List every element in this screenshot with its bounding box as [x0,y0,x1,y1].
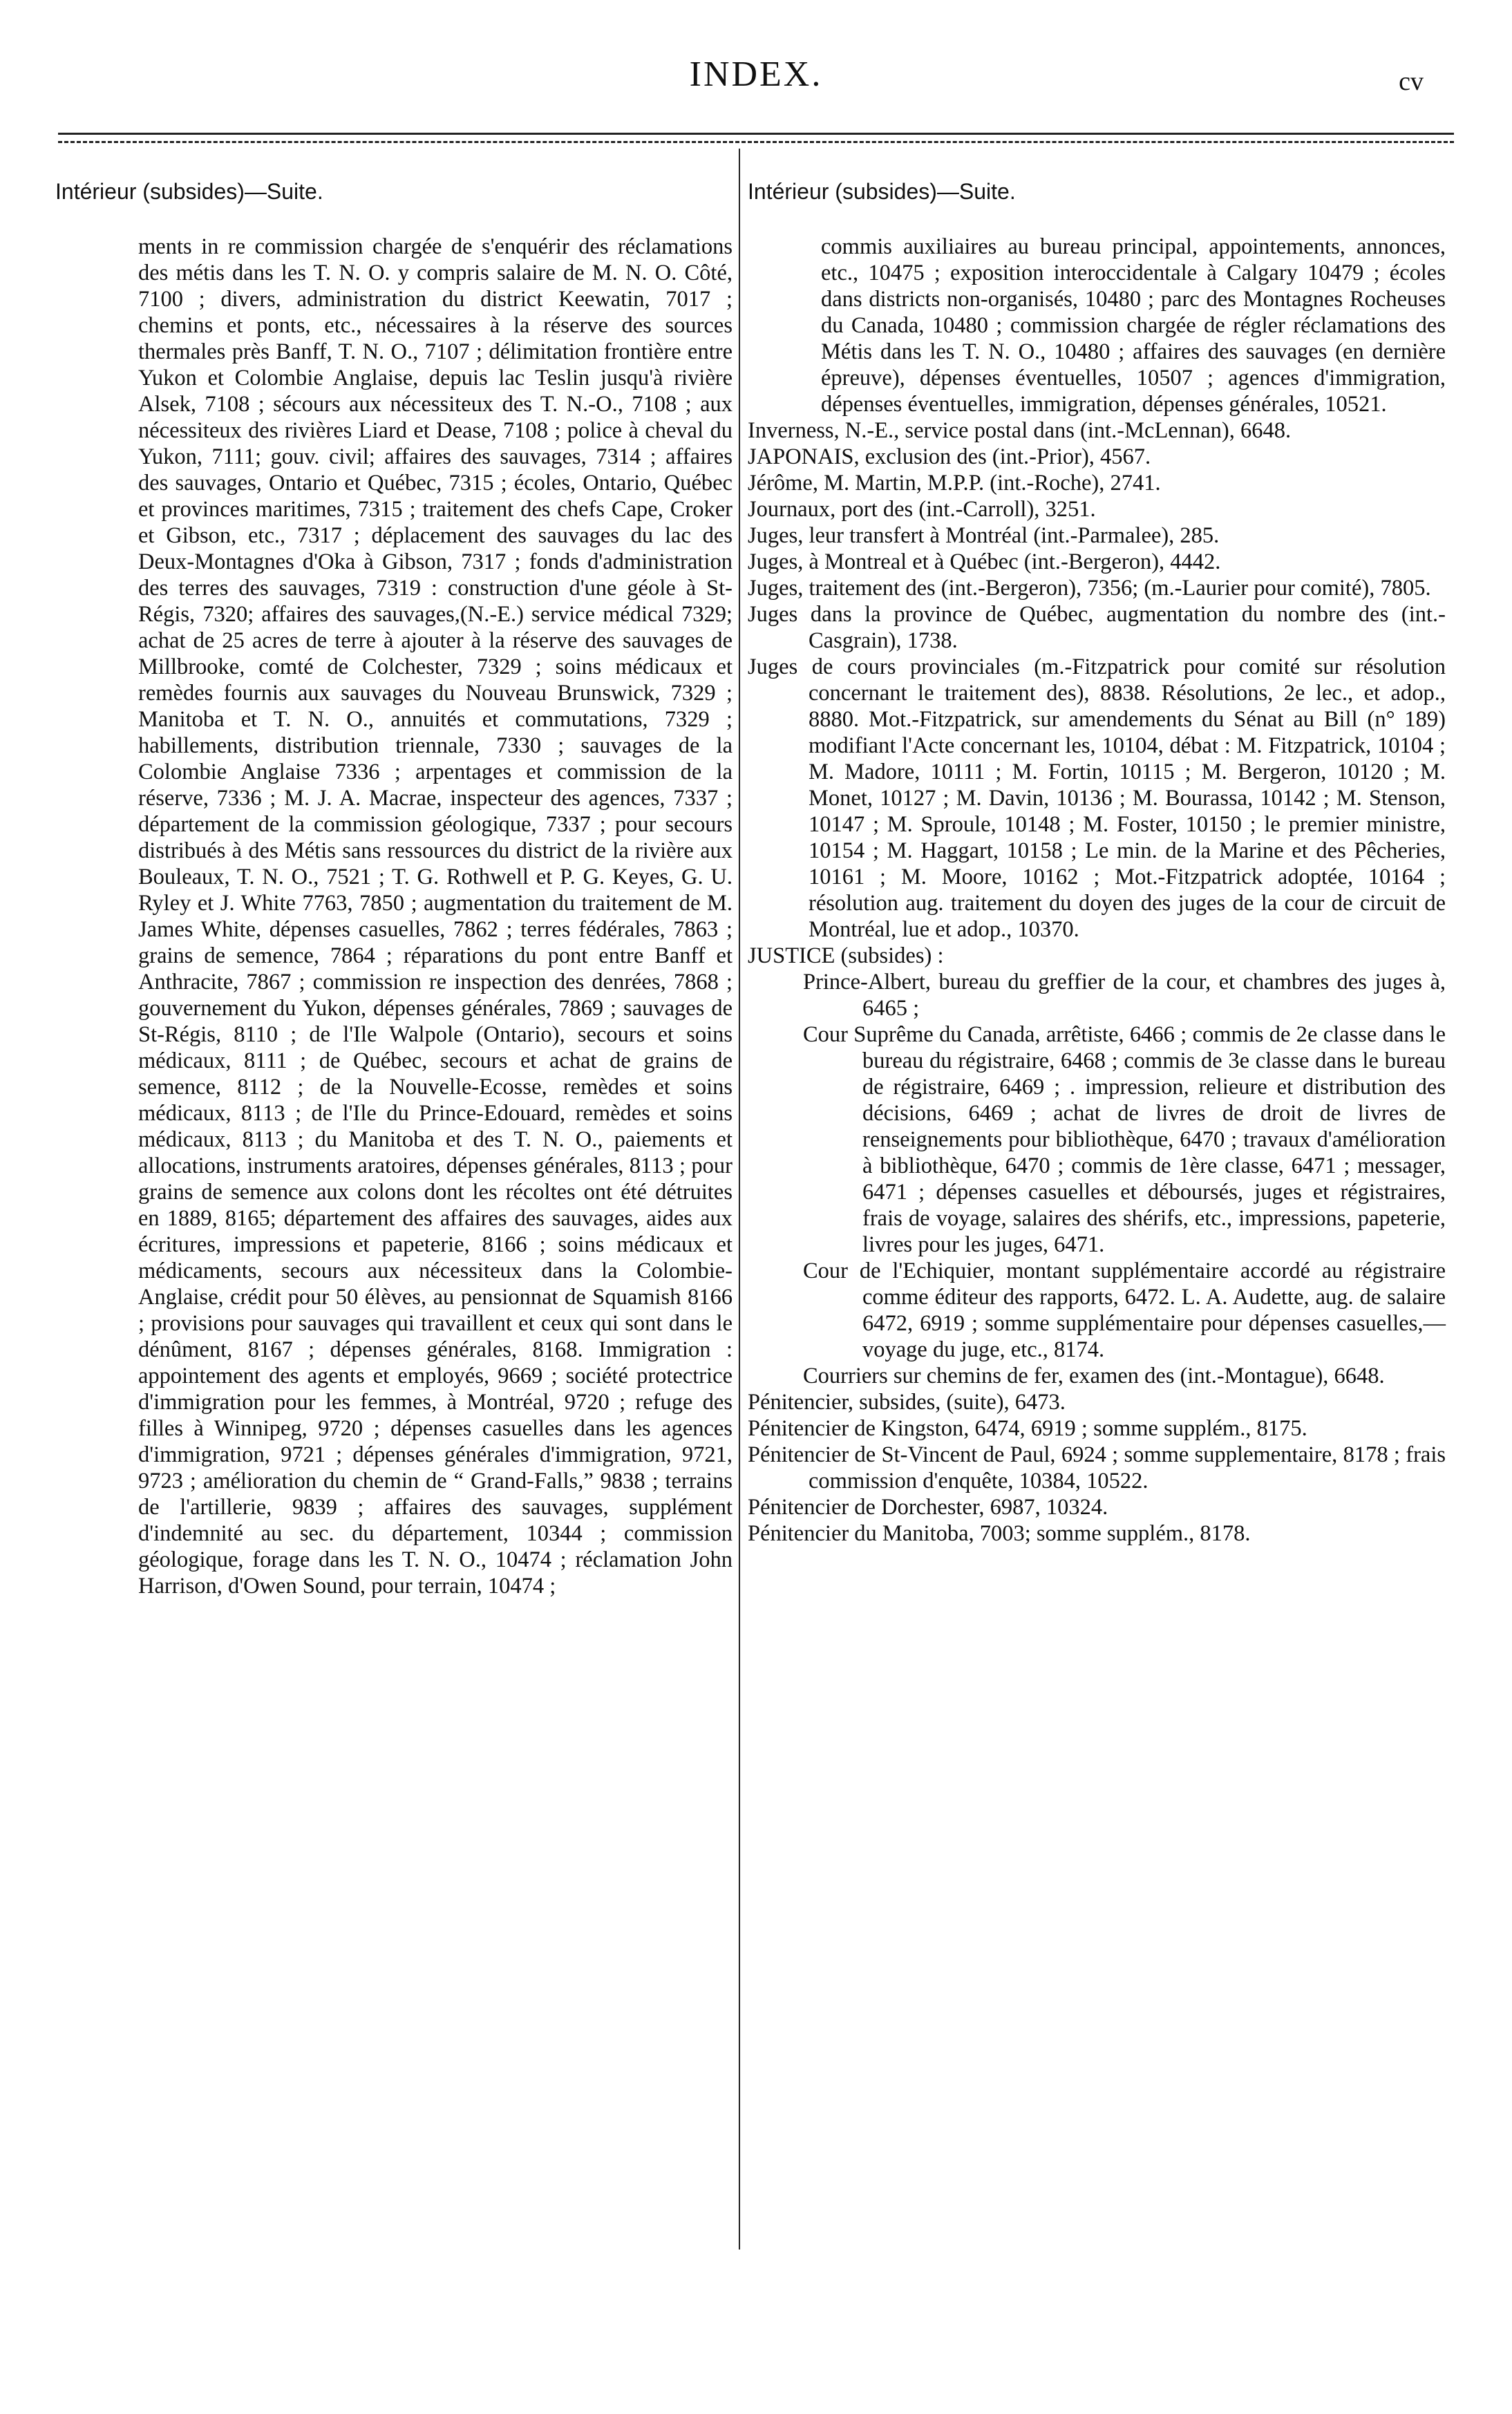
right-column-intro: commis auxiliaires au bureau principal, appointements, annonces, etc., 10475 ; exposition interoccidentale à Calgary 10479 ; écoles dans districts non-organisés, 10480 ; parc des Montagnes Rocheuses du Canada, 10480 ; commission chargée de régler réclamations des Métis dans les T. N. O., 10480 ; affaires des sauvages (en dernière épreuve), dépenses éventuelles, 10507 ; agences d'immigration, dépenses éventuelles, immigration, dépenses générales, 10521. [821,234,1446,417]
index-subentry: Prince-Albert, bureau du greffier de la cour, et chambres des juges à, 6465 ; [803,970,1446,1021]
header-rule-top [58,133,1454,135]
index-entry: Pénitencier de St-Vincent de Paul, 6924 ; somme supplementaire, 8178 ; frais commission d'enquête, 10384, 10522. [748,1442,1446,1493]
left-column-text: ments in re commission chargée de s'enquérir des réclamations des métis dans les T. N. O. y compris salaire de M. N. O. Côté, 7100 ; divers, administration du district Keewatin, 7017 ; chemins et ponts, etc., nécessaires à la réserve des sources thermales près Banff, T. N. O., 7107 ; délimitation frontière entre Yukon et Colombie Anglaise, depuis lac Teslin jusqu'à rivière Alsek, 7108 ; sécours aux nécessiteux des T. N.-O., 7108 ; aux nécessiteux des rivières Liard et Dease, 7108 ; police à cheval du Yukon, 7111; gouv. civil; affaires des sauvages, 7314 ; affaires des sauvages, Ontario et Québec, 7315 ; écoles, Ontario, Québec et provinces maritimes, 7315 ; traitement des chefs Cape, Croker et Gibson, etc., 7317 ; déplacement des sauvages du lac des Deux-Montagnes d'Oka à Gibson, 7317 ; fonds d'administration des terres des sauvages, 7319 : construction d'une géole à St-Régis, 7320; affaires des sauvages,(N.-E.) service médical 7329; achat de 25 acres de terre à ajouter à la réserve des sauvages de Millbrooke, comté de Colchester, 7329 ; soins médicaux et remèdes fournis aux sauvages du Nouveau Brunswick, 7329 ; Manitoba et T. N. O., annuités et commutations, 7329 ; habillements, distribution triennale, 7330 ; sauvages de la Colombie Anglaise 7336 ; arpentages et commission de la réserve, 7336 ; M. J. A. Macrae, inspecteur des agences, 7337 ; département de la commission géologique, 7337 ; pour secours distribués à des Métis sans ressources du district de la rivière aux Bouleaux, T. N. O., 7521 ; T. G. Rothwell et P. G. Keyes, G. U. Ryley et J. White 7763, 7850 ; augmentation du traitement de M. James White, dépenses casuelles, 7862 ; terres fédérales, 7863 ; grains de semence, 7864 ; réparations du pont entre Banff et Anthracite, 7867 ; commission re inspection des denrées, 7868 ; gouvernement du Yukon, dépenses générales, 7869 ; sauvages de St-Régis, 8110 ; de l'Ile Walpole (Ontario), secours et soins médicaux, 8111 ; de Québec, secours et achat de grains de semence, 8112 ; de la Nouvelle-Ecosse, remèdes et soins médicaux, 8113 ; de l'Ile du Prince-Edouard, remèdes et soins médicaux, 8113 ; du Manitoba et des T. N. O., paiements et allocations, instruments aratoires, dépenses générales, 8113 ; pour grains de semence aux colons dont les récoltes ont été détruites en 1889, 8165; département des affaires des sauvages, aides aux écritures, impressions et papeterie, 8166 ; soins médicaux et médicaments, secours aux nécessiteux dans la Colombie-Anglaise, crédit pour 50 élèves, au pensionnat de Squamish 8166 ; provisions pour sauvages qui travaillent et ceux qui sont dans le dénûment, 8167 ; dépenses générales, 8168. Immigration : appointement des agents et employés, 9669 ; société protectrice d'immigration pour les femmes, à Montréal, 9720 ; refuge des filles à Winnipeg, 9720 ; dépenses casuelles dans les agences d'immigration, 9721 ; dépenses générales d'immigration, 9721, 9723 ; amélioration du chemin de “ Grand-Falls,” 9838 ; terrains de l'artillerie, 9839 ; affaires des sauvages, supplément d'indemnité au sec. du département, 10344 ; commission géologique, forage dans les T. N. O., 10474 ; réclamation John Harrison, d'Owen Sound, pour terrain, 10474 ; [138,234,733,1599]
index-entry: Pénitencier, subsides, (suite), 6473. [748,1390,1066,1415]
left-column-heading: Intérieur (subsides)—Suite. [55,179,323,204]
header-rule-bottom [58,141,1454,143]
index-entry: Juges, traitement des (int.-Bergeron), 7356; (m.-Laurier pour comité), 7805. [748,576,1431,601]
page-number: cv [1399,67,1424,96]
page-title: INDEX. [689,55,823,94]
index-subentry: Cour Suprême du Canada, arrêtiste, 6466 ; commis de 2e classe dans le bureau du régistraire, 6468 ; commis de 3e classe dans le bureau de régistraire, 6469 ; . impression, relieure et distribution des décisions, 6469 ; achat de livres de droit de livres de renseignements pour bibliothèque, 6470 ; travaux d'amélioration à bibliothèque, 6470 ; commis de 1ère classe, 6471 ; messager, 6471 ; dépenses casuelles et déboursés, juges et régistraires, frais de voyage, salaires des shérifs, etc., impressions, papeterie, livres pour les juges, 6471. [803,1022,1446,1257]
index-entry: Juges, à Montreal et à Québec (int.-Bergeron), 4442. [748,549,1221,574]
index-entry: Juges dans la province de Québec, augmentation du nombre des (int.-Casgrain), 1738. [748,602,1446,653]
left-column [55,178,733,1599]
index-subentry: Courriers sur chemins de fer, examen des (int.-Montague), 6648. [803,1364,1385,1388]
index-subentry: Cour de l'Echiquier, montant supplémentaire accordé au régistraire comme éditeur des rapports, 6472. L. A. Audette, aug. de salaire 6472, 6919 ; somme supplémentaire pour dépenses casuelles,—voyage du juge, etc., 8174. [803,1258,1446,1362]
right-column-heading: Intérieur (subsides)—Suite. [748,179,1016,204]
column-divider [739,149,740,2250]
index-entry: Juges, leur transfert à Montréal (int.-Parmalee), 285. [748,523,1220,548]
index-entry: JAPONAIS, exclusion des (int.-Prior), 4567. [748,444,1151,469]
index-entry: Juges de cours provinciales (m.-Fitzpatrick pour comité sur résolution concernant le traitement des), 8838. Résolutions, 2e lec., et adop., 8880. Mot.-Fitzpatrick, sur amendements du Sénat au Bill (n° 189) modifiant l'Acte concernant les, 10104, débat : M. Fitzpatrick, 10104 ; M. Madore, 10111 ; M. Fortin, 10115 ; M. Bergeron, 10120 ; M. Monet, 10127 ; M. Davin, 10136 ; M. Bourassa, 10142 ; M. Stenson, 10147 ; M. Sproule, 10148 ; M. Foster, 10150 ; le premier ministre, 10154 ; M. Haggart, 10158 ; Le min. de la Marine et des Pêcheries, 10161 ; M. Moore, 10162 ; Mot.-Fitzpatrick adoptée, 10164 ; résolution aug. traitement du doyen des juges de la cour de circuit de Montréal, lue et adop., 10370. [748,654,1446,942]
index-entry: Journaux, port des (int.-Carroll), 3251. [748,497,1096,522]
right-column [748,178,1446,1547]
index-entry: Jérôme, M. Martin, M.P.P. (int.-Roche), 2741. [748,471,1161,496]
index-entry: Pénitencier de Dorchester, 6987, 10324. [748,1495,1108,1520]
index-entry: Pénitencier du Manitoba, 7003; somme supplém., 8178. [748,1521,1251,1546]
index-entry: Inverness, N.-E., service postal dans (int.-McLennan), 6648. [748,418,1292,443]
index-entry: Pénitencier de Kingston, 6474, 6919 ; somme supplém., 8175. [748,1416,1307,1441]
index-entry-justice: JUSTICE (subsides) : [748,943,944,968]
